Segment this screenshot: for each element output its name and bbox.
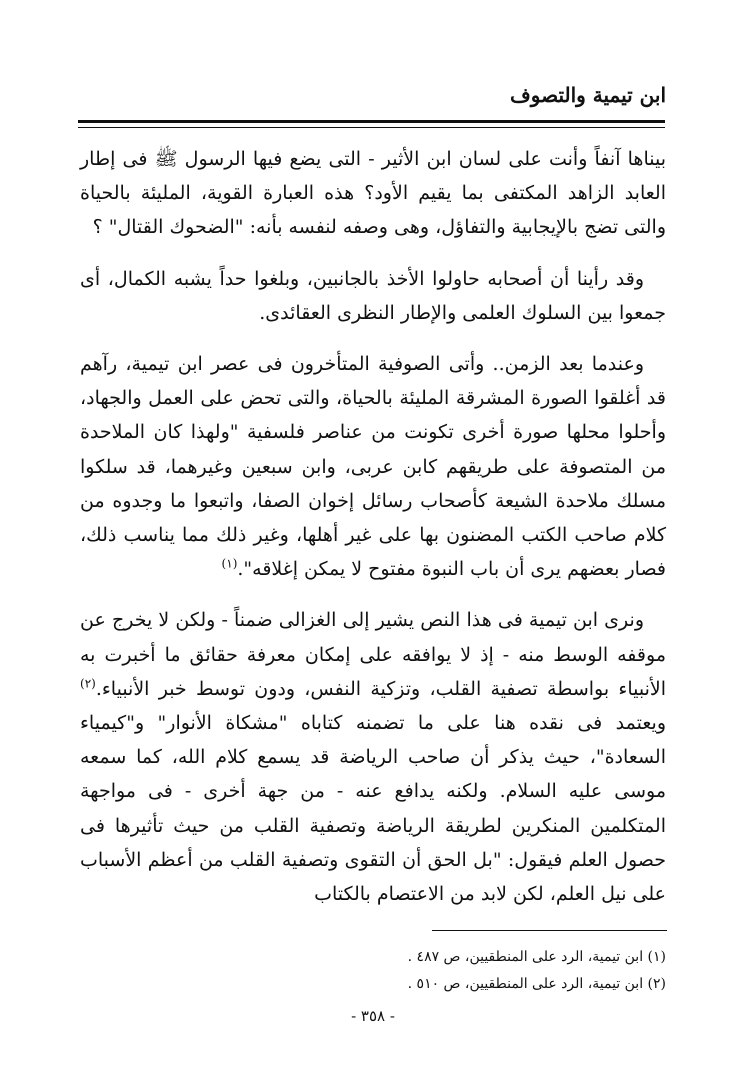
paragraph-2 <box>80 262 666 330</box>
paragraph-1-text: بيناها آنفاً وأنت على لسان ابن الأثير - التى يضع فيها الرسول ﷺ فى إطار العابد الزاهد المكتفى بما يقيم الأود؟ هذه العبارة القوية، المليئة بالحياة والتى تضج بالإيجابية والتفاؤل، وهى وصفه لنفسه بأنه: "الضحوك القتال" ؟ <box>80 148 666 239</box>
paragraph-1 <box>80 142 666 245</box>
footnote-separator <box>432 930 667 931</box>
running-header: ابن تيمية والتصوف <box>510 83 666 107</box>
footnote-marker-1: (١) <box>221 556 238 571</box>
footnotes <box>408 944 666 998</box>
footnote-1: (١) ابن تيمية، الرد على المنطقيين، ص ٤٨٧ . <box>407 949 666 965</box>
paragraph-4 <box>80 603 666 911</box>
header-rule-thin <box>78 127 665 128</box>
body-text <box>80 142 666 911</box>
paragraph-3-text: وعندما بعد الزمن.. وأتى الصوفية المتأخرون فى عصر ابن تيمية، رآهم قد أغلقوا الصورة المشرقة المليئة بالحياة، والتى تحض على العمل والجهاد، وأحلوا محلها صورة أخرى تكونت من عناصر فلسفية "ولهذا كان الملاحدة من المتصوفة على طريقهم كابن عربى، وابن سبعين وغيرهما، قد سلكوا مسلك ملاحدة الشيعة كأصحاب رسائل إخوان الصفا، واتبعوا ما وجدوه من كلام صاحب الكتب المضنون بها على غير أهلها، وغير ذلك مما يناسب ذلك، فصار بعضهم يرى أن باب النبوة مفتوح لا يمكن إغلاقه". <box>80 353 666 581</box>
header-rule-thick <box>78 120 665 123</box>
paragraph-4-text-a: ونرى ابن تيمية فى هذا النص يشير إلى الغزالى ضمناً - ولكن لا يخرج عن موقفه الوسط منه - إذ لا يوافقه على إمكان معرفة حقائق ما أخبرت به الأنبياء بواسطة تصفية القلب، وتزكية النفس، ودون توسط خبر الأنبياء. <box>80 609 666 700</box>
footnote-2: (٢) ابن تيمية، الرد على المنطقيين، ص ٥١٠ . <box>407 976 666 992</box>
paragraph-2-text: وقد رأينا أن أصحابه حاولوا الأخذ بالجانبين، وبلغوا حداً يشبه الكمال، أى جمعوا بين السلوك العلمى والإطار النظرى العقائدى. <box>80 267 666 324</box>
paragraph-4-text-b: ويعتمد فى نقده هنا على ما تضمنه كتاباه "مشكاة الأنوار" و"كيمياء السعادة"، حيث يذكر أن صاحب الرياضة قد يسمع كلام الله، كما سمعه موسى عليه السلام. ولكنه يدافع عنه - من جهة أخرى - فى مواجهة المتكلمين المنكرين لطريقة الرياضة وتصفية القلب من حيث تأثيرها فى حصول العلم فيقول: "بل الحق أن التقوى وتصفية القلب من أعظم الأسباب على نيل العلم، لكن لابد من الاعتصام بالكتاب <box>80 712 666 906</box>
paragraph-3 <box>80 347 666 586</box>
footnote-marker-2: (٢) <box>80 676 96 691</box>
page-number: - ٣٥٨ - <box>351 1007 395 1025</box>
